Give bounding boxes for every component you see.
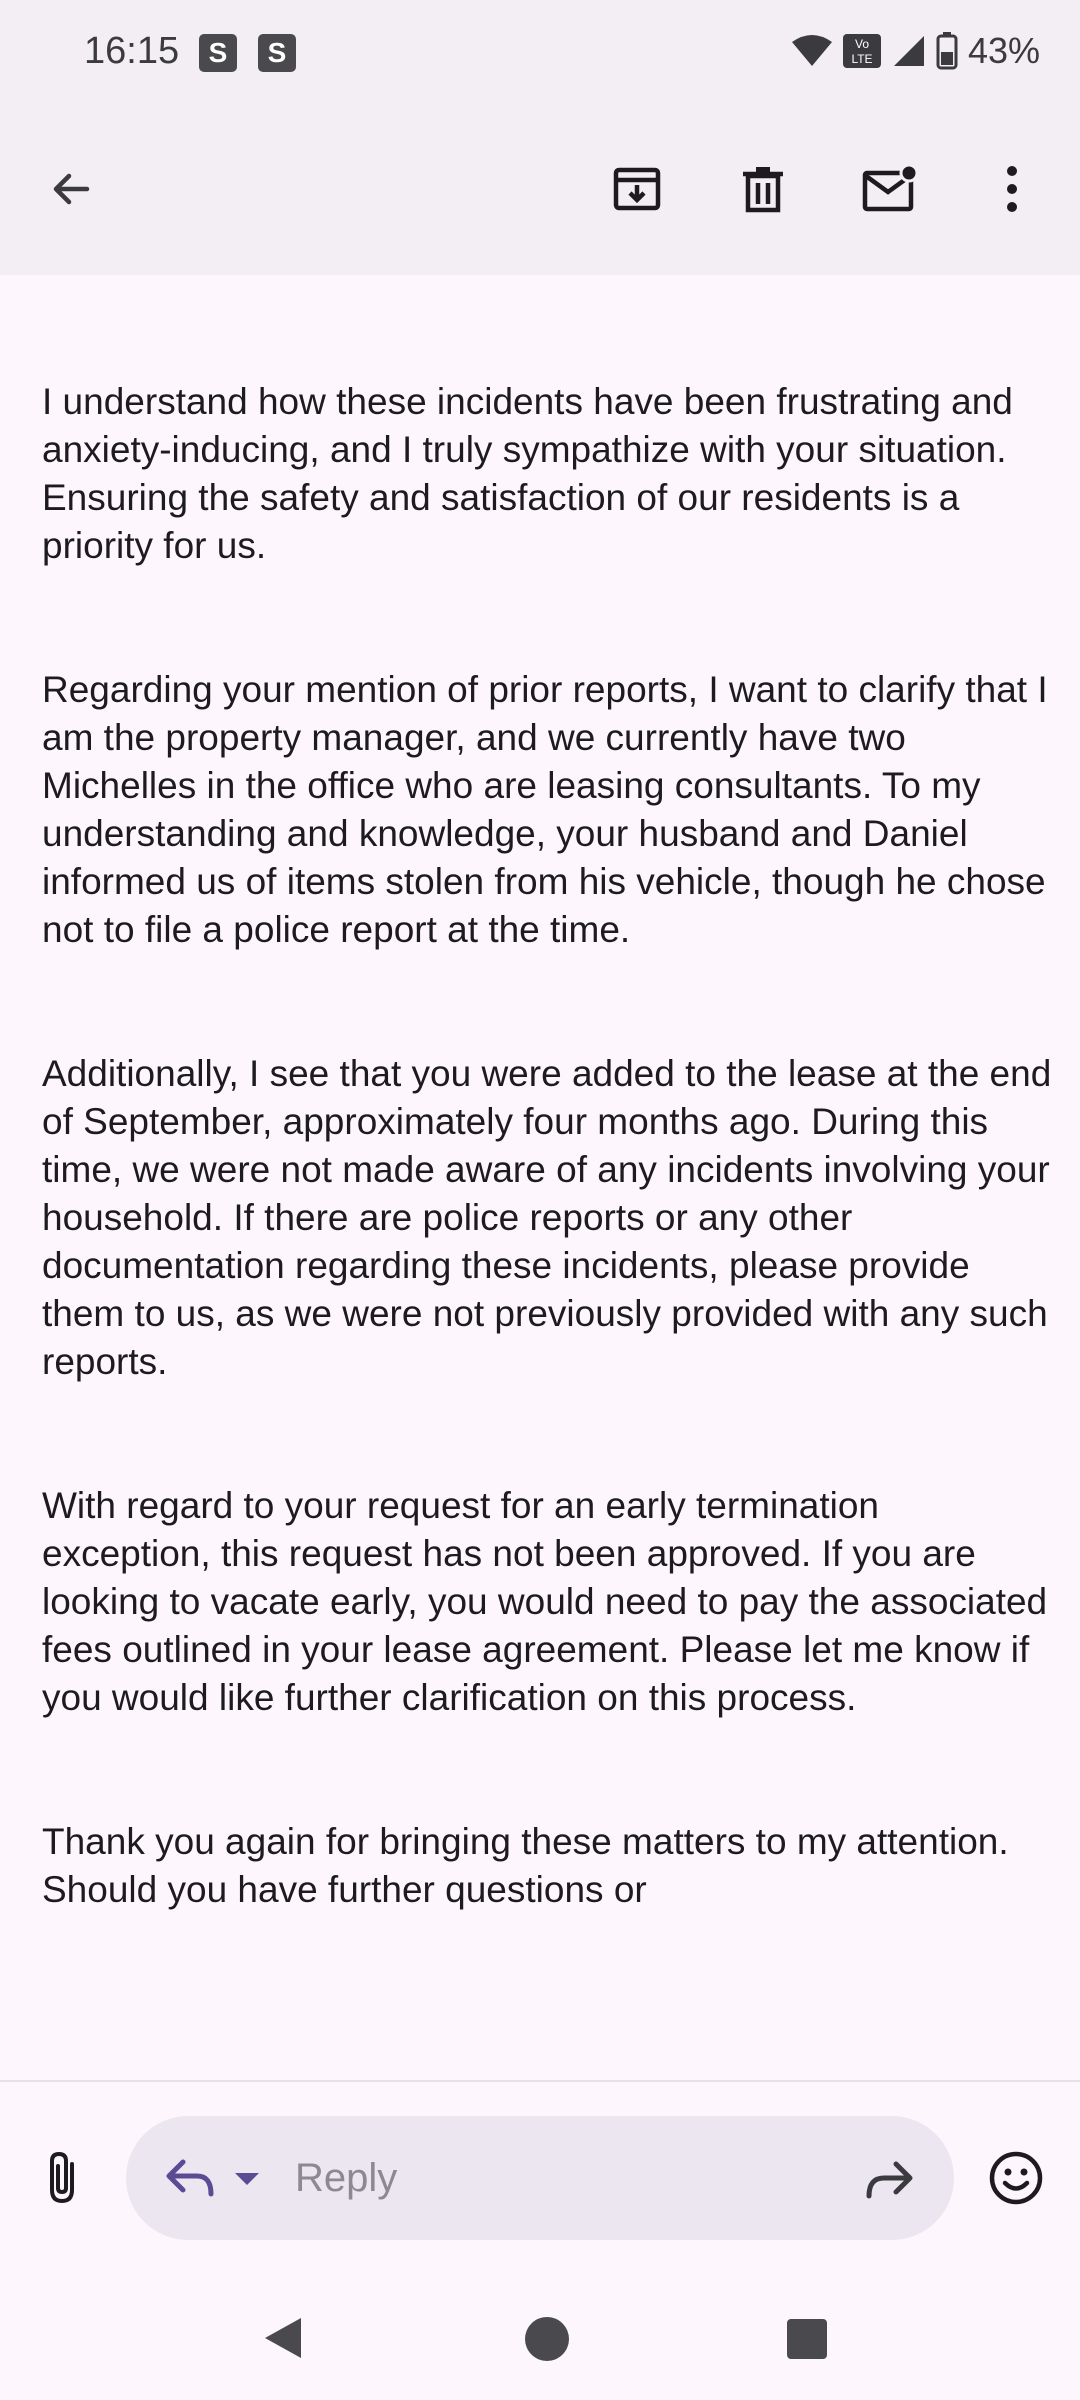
- wifi-icon: [792, 34, 832, 68]
- back-button[interactable]: [23, 141, 119, 237]
- reply-options-icon[interactable]: [234, 2171, 260, 2187]
- battery-icon: [936, 32, 958, 70]
- delete-icon: [739, 164, 787, 214]
- more-vert-icon: [1005, 165, 1019, 213]
- status-time: 16:15: [84, 30, 180, 72]
- more-options-button[interactable]: [964, 141, 1060, 237]
- nav-recents-icon[interactable]: [786, 2318, 828, 2360]
- delete-button[interactable]: [715, 141, 811, 237]
- notification-badge-s1: S: [199, 34, 237, 72]
- email-paragraph-1: I understand how these incidents have been frustrating and anxiety-inducing, and I truly sympathize with your situation. Ensuring the safety and satisfaction of our residents is a priority for us.: [42, 381, 1013, 566]
- emoji-icon: [988, 2150, 1044, 2206]
- forward-icon[interactable]: [862, 2156, 916, 2200]
- reply-icon[interactable]: [163, 2154, 217, 2200]
- archive-button[interactable]: [589, 141, 685, 237]
- volte-bottom: LTE: [851, 52, 873, 66]
- status-icons: [792, 30, 1040, 72]
- system-nav-bar: [0, 2277, 1080, 2400]
- reply-placeholder: Reply: [295, 2156, 398, 2200]
- attachment-icon: [45, 2150, 79, 2206]
- mark-unread-button[interactable]: [842, 141, 938, 237]
- arrow-back-icon: [47, 165, 95, 213]
- email-paragraph-2: Regarding your mention of prior reports, I want to clarify that I am the property manager, and we currently have two Michelles in the office who are leasing consultants. To my understanding and knowledge, your husband and Daniel informed us of items stolen from his vehicle, though he chose not to file a police report at the time.: [42, 669, 1048, 950]
- signal-icon: [892, 34, 926, 68]
- email-paragraph-4: With regard to your request for an early termination exception, this request has not been approved. If you are looking to vacate early, you would need to pay the associated fees outlined in your lease agreement. Please let me know if you would like further clarification on this process.: [42, 1485, 1048, 1718]
- nav-home-icon[interactable]: [524, 2316, 570, 2362]
- reply-bar: [0, 2082, 1080, 2277]
- email-paragraph-5: Thank you again for bringing these matters to my attention. Should you have further questions or: [42, 1821, 1009, 1910]
- battery-percent: 43%: [967, 30, 1040, 71]
- notification-badge-s2: S: [258, 34, 296, 72]
- emoji-button[interactable]: [968, 2130, 1064, 2226]
- status-bar: [0, 0, 1080, 105]
- volte-top: Vo: [854, 37, 869, 51]
- email-body: [42, 378, 1052, 2080]
- nav-back-icon[interactable]: [263, 2316, 303, 2360]
- volte-icon: [842, 32, 882, 70]
- reply-field[interactable]: [126, 2116, 954, 2240]
- archive-icon: [612, 164, 662, 214]
- mail-unread-icon: [861, 164, 919, 214]
- email-paragraph-3: Additionally, I see that you were added to the lease at the end of September, approximately four months ago. During this time, we were not made aware of any incidents involving your household. If there are police reports or any other documentation regarding these incidents, please provide them to us, as we were not previously provided with any such reports.: [42, 1053, 1052, 1382]
- attach-button[interactable]: [14, 2130, 110, 2226]
- top-app-bar: [0, 105, 1080, 275]
